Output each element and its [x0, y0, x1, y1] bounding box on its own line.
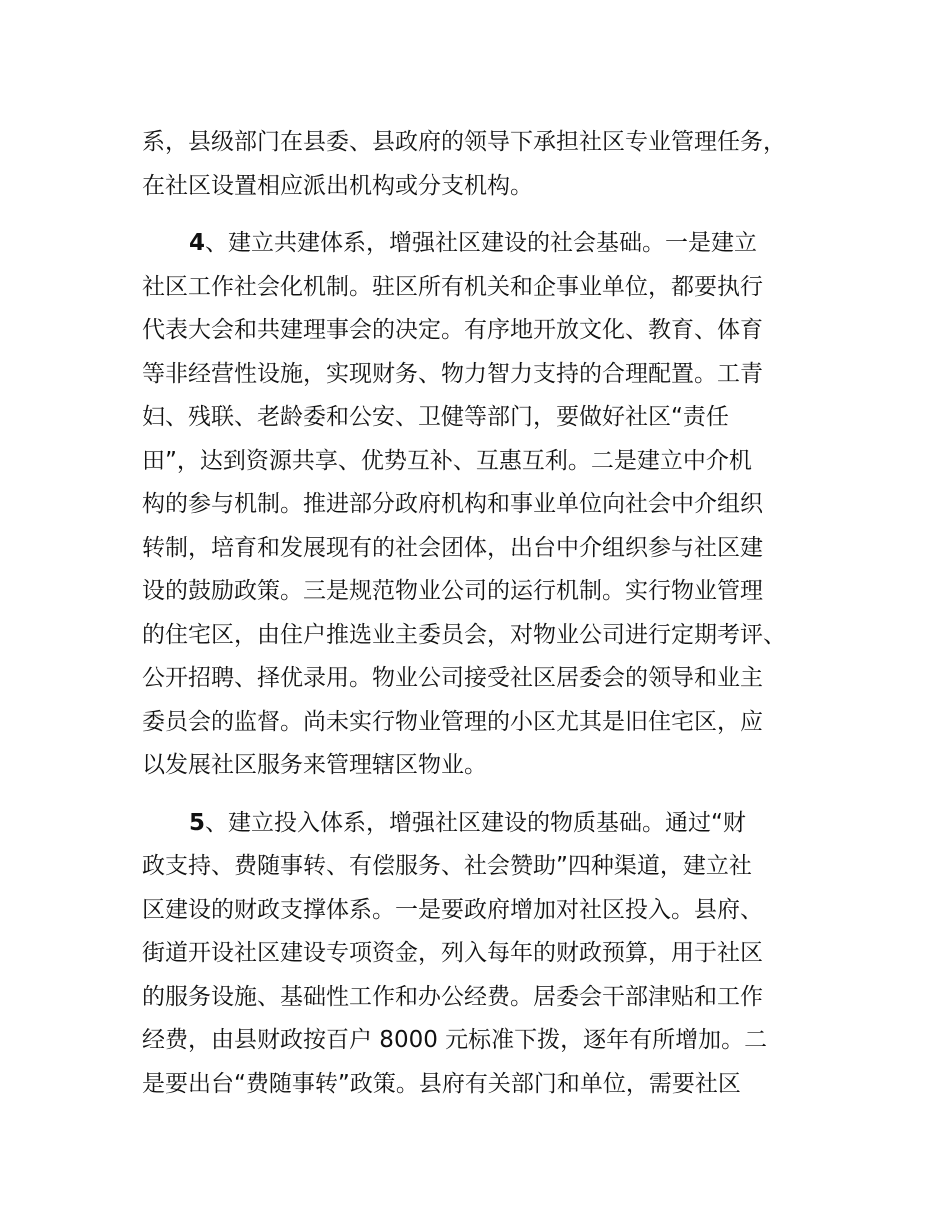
text-line: 系，县级部门在县委、县政府的领导下承担社区专业管理任务， — [142, 129, 786, 155]
text-line: 区建设的财政支撑体系。一是要政府增加对社区投入。县府、 — [142, 896, 763, 923]
paragraph-item-4 — [142, 222, 832, 788]
text-line: 街道开设社区建设专项资金，列入每年的财政预算，用于社区 — [142, 940, 763, 966]
item-number: 5 — [189, 809, 206, 836]
paragraph-first-line — [142, 222, 832, 266]
text-line: 等非经营性设施，实现财务、物力智力支持的合理配置。工青 — [142, 360, 763, 387]
text-line: 的服务设施、基础性工作和办公经费。居委会干部津贴和工作 — [142, 983, 763, 1010]
item-number: 4 — [189, 230, 206, 256]
text-line: 转制，培育和发展现有的社会团体，出台中介组织参与社区建 — [142, 534, 763, 561]
paragraph-continuation — [142, 121, 832, 208]
text-line: 代表大会和共建理事会的决定。有序地开放文化、教育、体育 — [142, 317, 763, 343]
first-line-text: 、建立投入体系，增强社区建设的物质基础。通过“财 — [205, 809, 746, 836]
text-line: 经费，由县财政按百户 8000 元标准下拨，逐年有所增加。二 — [142, 1027, 768, 1053]
text-line: 委员会的监督。尚未实行物业管理的小区尤其是旧住宅区，应 — [142, 708, 763, 735]
paragraph-item-5 — [142, 802, 832, 1107]
text-line: 妇、残联、老龄委和公安、卫健等部门，要做好社区“责任 — [142, 404, 729, 430]
text-line: 公开招聘、择优录用。物业公司接受社区居委会的领导和业主 — [142, 665, 763, 691]
text-line: 以发展社区服务来管理辖区物业。 — [142, 752, 487, 778]
text-line: 社区工作社会化机制。驻区所有机关和企事业单位，都要执行 — [142, 273, 763, 300]
text-line: 田”，达到资源共享、优势互补、互惠互利。二是建立中介机 — [142, 447, 752, 474]
text-line: 设的鼓励政策。三是规范物业公司的运行机制。实行物业管理 — [142, 578, 763, 604]
first-line-text: 、建立共建体系，增强社区建设的社会基础。一是建立 — [205, 230, 758, 256]
text-line: 在社区设置相应派出机构或分支机构。 — [142, 172, 533, 199]
text-line: 构的参与机制。推进部分政府机构和事业单位向社会中介组织 — [142, 491, 763, 517]
text-line: 的住宅区，由住户推选业主委员会，对物业公司进行定期考评、 — [142, 621, 786, 648]
paragraph-first-line — [142, 802, 832, 846]
document-body — [142, 121, 832, 1106]
text-line: 政支持、费随事转、有偿服务、社会赞助”四种渠道，建立社 — [142, 853, 752, 879]
text-line: 是要出台“费随事转”政策。县府有关部门和单位，需要社区 — [142, 1070, 741, 1097]
